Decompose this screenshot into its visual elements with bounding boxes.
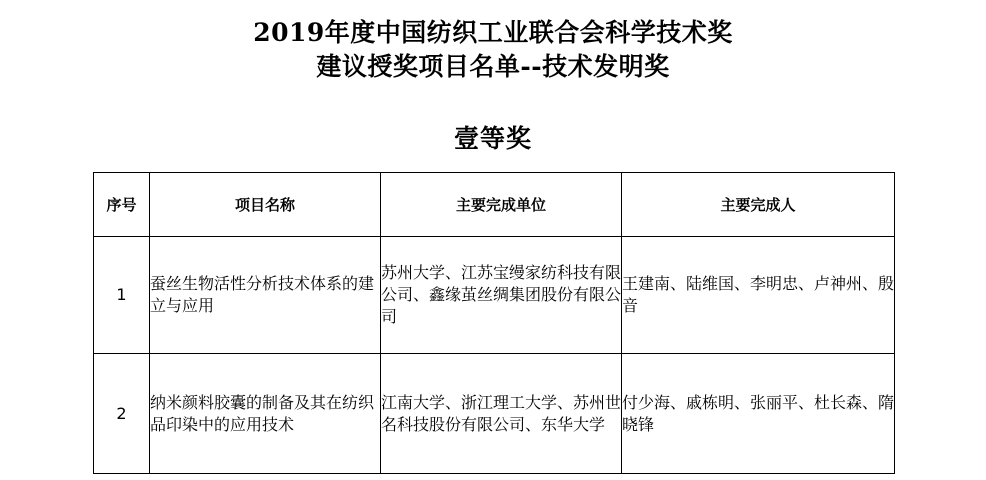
header-number: 序号: [94, 173, 150, 237]
award-table: [93, 172, 911, 474]
units-cell: 江南大学、浙江理工大学、苏州世名科技股份有限公司、东华大学: [381, 354, 622, 474]
project-name-cell: 蚕丝生物活性分析技术体系的建立与应用: [150, 237, 381, 354]
table-header-row: [94, 173, 895, 237]
document-title-line1: 2019年度中国纺织工业联合会科学技术奖: [253, 18, 733, 47]
row-number: 1: [94, 237, 150, 354]
people-cell: 付少海、戚栋明、张丽平、杜长森、隋晓锋: [622, 354, 895, 474]
header-project-name: 项目名称: [150, 173, 381, 237]
units-cell: 苏州大学、江苏宝缦家纺科技有限公司、鑫缘茧丝绸集团股份有限公司: [381, 237, 622, 354]
header-completing-units: 主要完成单位: [381, 173, 622, 237]
table-row: [94, 354, 895, 474]
award-level-heading: 壹等奖: [453, 124, 532, 153]
document-title-line2: 建议授奖项目名单--技术发明奖: [316, 52, 670, 81]
row-number: 2: [94, 354, 150, 474]
people-cell: 王建南、陆维国、李明忠、卢神州、殷 音: [622, 237, 895, 354]
table-row: [94, 237, 895, 354]
header-completing-people: 主要完成人: [622, 173, 895, 237]
project-name-cell: 纳米颜料胶囊的制备及其在纺织品印染中的应用技术: [150, 354, 381, 474]
